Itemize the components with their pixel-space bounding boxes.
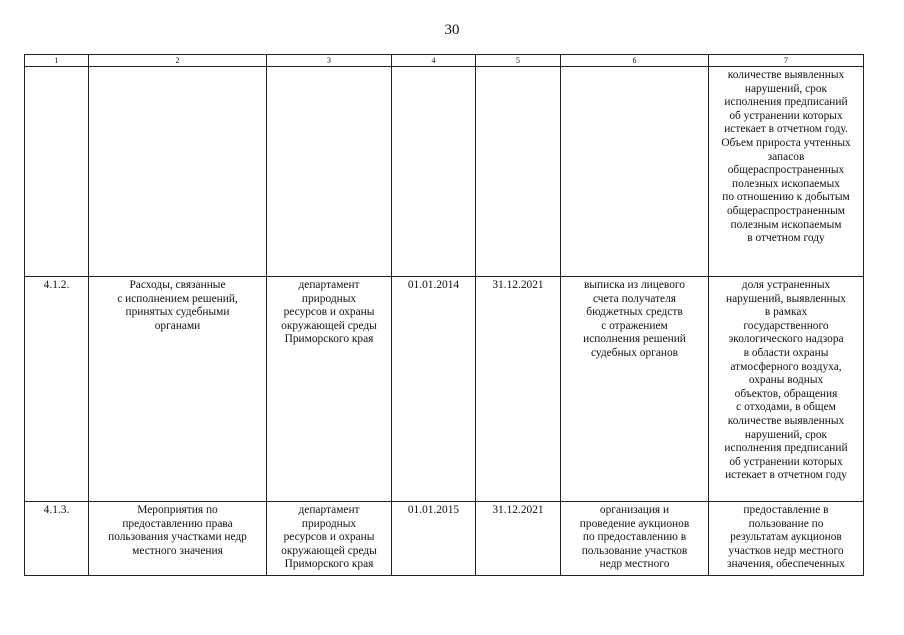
cell-text-line: департамент [298,504,360,516]
cell-text-line: пользования участками недр [108,531,247,544]
cell-text-line: окружающей среды [281,544,377,557]
cell-text-line: Приморского края [284,333,374,346]
cell-text-line: в отчетном году [747,232,825,245]
column-number: 6 [561,55,709,67]
cell-text-line: ресурсов и охраны [283,306,375,319]
cell-text-line: бюджетных средств [586,306,683,319]
cell-text-line: с отражением [601,319,668,332]
cell-text-line: результатам аукционов [730,531,842,544]
measures-table [24,54,864,576]
cell-responsible [267,67,392,277]
cell-text-line: природных [301,517,357,530]
cell-text-line: государственного [743,319,829,332]
table-row [25,502,864,576]
cell-text-line: полезным ископаемым [730,218,842,231]
cell-indicator [709,67,864,277]
cell-item-number [25,67,89,277]
cell-text-line: в рамках [764,306,808,319]
cell-text-line: в области охраны [743,346,829,359]
cell-text-line: объектов, обращения [734,387,838,400]
cell-text-line: пользование участков [581,544,688,557]
cell-text-line: запасов [767,150,805,163]
cell-text-line: Объем прироста учтенных [721,136,851,149]
cell-text-line: выписка из лицевого [584,279,685,291]
column-number: 3 [267,55,392,67]
cell-indicator [709,502,864,576]
cell-text-line: ресурсов и охраны [283,531,375,544]
cell-text-line: 4.1.3. [43,504,70,516]
cell-text-line: органами [154,319,201,332]
cell-text-line: проведение аукционов [579,517,690,530]
cell-text-line: по предоставлению в [582,531,687,544]
cell-text-line: истекает в отчетном году [725,469,847,482]
cell-activity [89,67,267,277]
cell-text-line: 31.12.2021 [492,504,544,516]
column-number: 5 [476,55,561,67]
cell-text-line: пользование по [748,517,824,530]
cell-text-line: количестве выявленных [727,414,845,427]
cell-text-line: 01.01.2014 [407,279,460,291]
cell-text-line: счета получателя [592,292,677,305]
cell-item-number [25,502,89,576]
cell-text-line: исполнения решений [583,333,686,346]
column-number: 2 [89,55,267,67]
cell-text-line: об устранении которых [729,109,843,122]
cell-text-line: охраны водных [748,374,824,387]
cell-text-line: 31.12.2021 [492,279,544,291]
cell-text-line: департамент [298,279,360,291]
cell-text-line: количестве выявленных [727,69,845,81]
cell-text-line: об устранении которых [729,455,843,468]
cell-text-line: природных [301,292,357,305]
cell-start-date [392,502,476,576]
cell-text-line: по отношению к добытым [722,191,850,204]
cell-text-line: предоставление в [743,504,829,516]
cell-text-line: участков недр местного [728,544,844,557]
cell-text-line: окружающей среды [281,319,377,332]
cell-result-document [561,67,709,277]
cell-text-line: общераспространенных [727,164,845,177]
column-number: 1 [25,55,89,67]
cell-text-line: доля устраненных [741,279,831,291]
cell-text-line: Мероприятия по [137,504,218,516]
cell-text-line: истекает в отчетном году. [724,123,848,136]
page-number: 30 [444,22,460,38]
cell-text-line: значения, обеспеченных [726,558,846,571]
cell-end-date [476,67,561,277]
column-number-row [25,55,864,67]
cell-start-date [392,277,476,502]
cell-text-line: с исполнением решений, [117,292,238,305]
cell-text-line: организация и [599,504,670,516]
cell-text-line: нарушений, выявленных [726,292,846,305]
cell-start-date [392,67,476,277]
cell-text-line: исполнения предписаний [724,442,848,455]
cell-text-line: исполнения предписаний [724,96,848,109]
cell-text-line: предоставлению права [122,517,233,530]
cell-activity [89,277,267,502]
cell-text-line: 4.1.2. [43,279,70,291]
table-row [25,67,864,277]
cell-text-line: полезных ископаемых [732,177,840,190]
cell-indicator [709,277,864,502]
cell-text-line: принятых судебными [125,306,230,319]
cell-text-line: недр местного [599,558,670,571]
cell-text-line: Расходы, связанные [129,279,226,291]
cell-text-line: Приморского края [284,558,374,571]
cell-responsible [267,277,392,502]
cell-responsible [267,502,392,576]
cell-activity [89,502,267,576]
cell-result-document [561,502,709,576]
cell-text-line: судебных органов [590,346,679,359]
cell-end-date [476,502,561,576]
cell-text-line: с отходами, в общем [736,401,836,414]
cell-text-line: местного значения [132,544,223,557]
cell-text-line: нарушений, срок [744,428,828,441]
cell-text-line: 01.01.2015 [407,504,460,516]
cell-item-number [25,277,89,502]
cell-result-document [561,277,709,502]
cell-end-date [476,277,561,502]
cell-text-line: экологического надзора [728,333,844,346]
column-number: 4 [392,55,476,67]
cell-text-line: нарушений, срок [744,82,828,95]
column-number: 7 [709,55,864,67]
table-row [25,277,864,502]
cell-text-line: общераспространенным [726,204,846,217]
cell-text-line: атмосферного воздуха, [730,360,842,373]
